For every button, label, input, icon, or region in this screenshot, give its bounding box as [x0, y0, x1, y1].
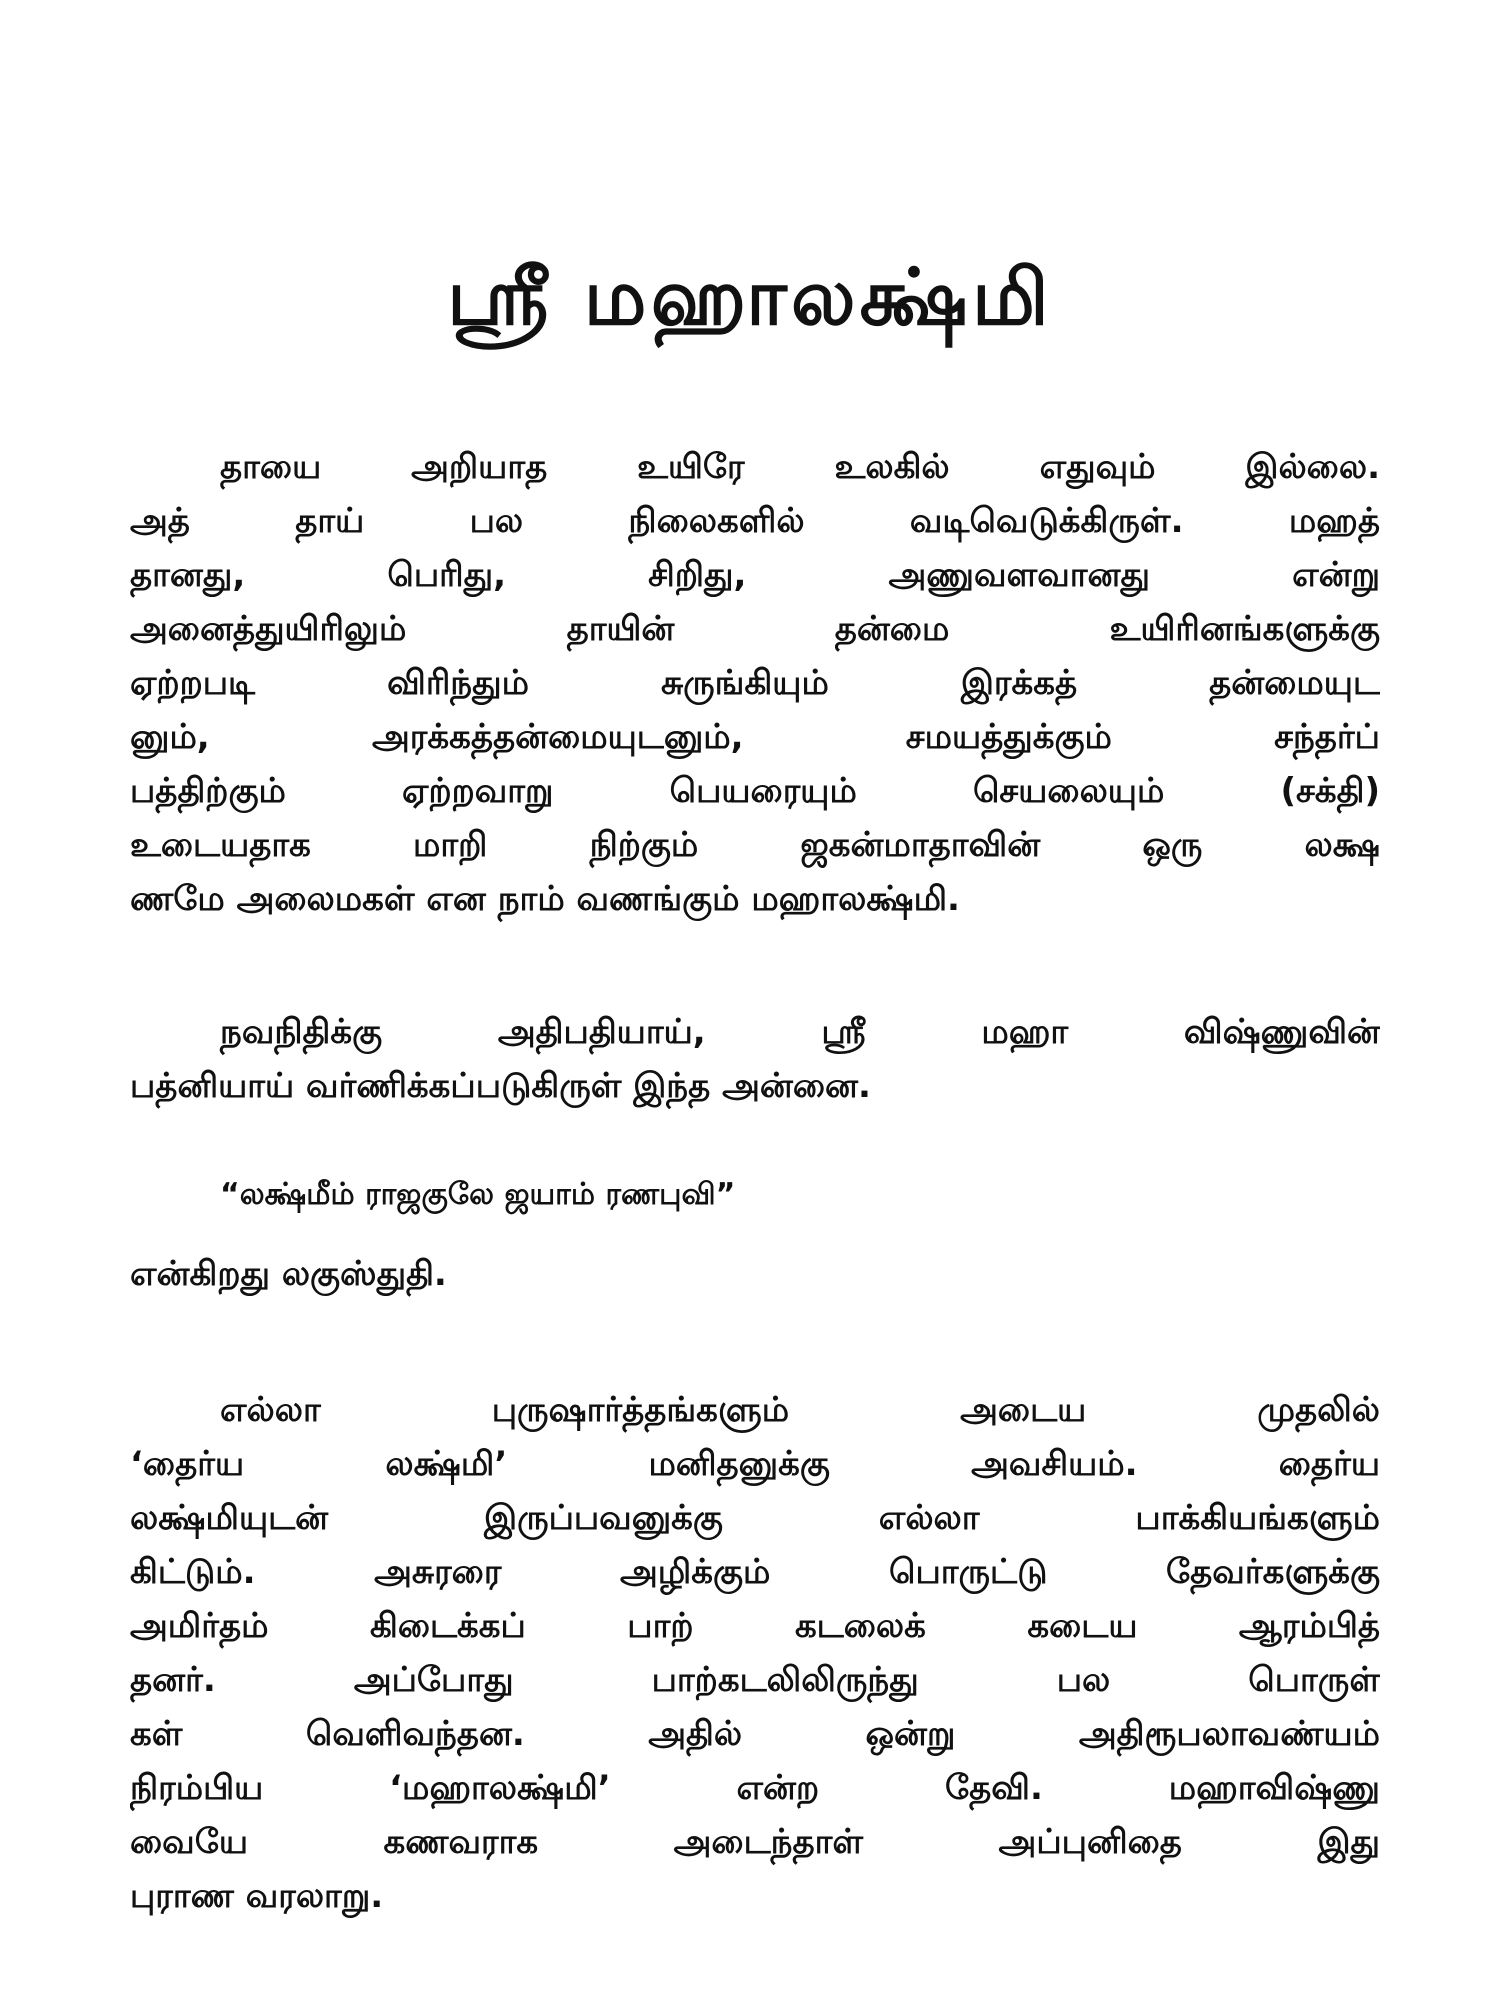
paragraph-line: கள் வெளிவந்தன. அதில் ஒன்று அதிரூபலாவண்யம்: [130, 1714, 1380, 1754]
paragraph-line: தனர். அப்போது பாற்கடலிலிருந்து பல பொருள்: [130, 1660, 1380, 1700]
quotation: [220, 1168, 1320, 1222]
paragraph-line: உடையதாக மாறி நிற்கும் ஜகன்மாதாவின் ஒரு லக்ஷ: [130, 825, 1380, 865]
paragraph-navanidhi: [130, 1005, 1380, 1113]
paragraph-line: லக்ஷ்மியுடன் இருப்பவனுக்கு எல்லா பாக்கியங்களும்: [130, 1498, 1380, 1538]
paragraph-line: நிரம்பிய ‘மஹாலக்ஷ்மி’ என்ற தேவி. மஹாவிஷ்ணு: [130, 1768, 1380, 1808]
paragraph-line: வையே கணவராக அடைந்தாள் அப்புனிதை இது: [130, 1822, 1380, 1862]
page-title: ஸ்ரீ மஹாலக்ஷ்மி: [447, 253, 1053, 343]
paragraph-line: நவநிதிக்கு அதிபதியாய், ஸ்ரீ மஹா விஷ்ணுவின்: [220, 1012, 1380, 1052]
paragraph-line: அனைத்துயிரிலும் தாயின் தன்மை உயிரினங்களுக்கு: [130, 609, 1380, 649]
paragraph-line: னும், அரக்கத்தன்மையுடனும், சமயத்துக்கும் சந்தர்ப்: [130, 717, 1380, 757]
paragraph-line: புராண வரலாறு.: [130, 1876, 384, 1916]
quotation-text: “லக்ஷ்மீம் ராஜகுலே ஜயாம் ரணபுவி”: [220, 1177, 736, 1212]
paragraph-line: பத்னியாய் வர்ணிக்கப்படுகிருள் இந்த அன்னை.: [130, 1066, 871, 1106]
quotation-source: [130, 1247, 1380, 1301]
paragraph-line: அமிர்தம் கிடைக்கப் பாற் கடலைக் கடைய ஆரம்பித்: [130, 1606, 1380, 1646]
paragraph-line: ணமே அலைமகள் என நாம் வணங்கும் மஹாலக்ஷ்மி.: [130, 879, 960, 919]
paragraph-line: அத் தாய் பல நிலைகளில் வடிவெடுக்கிருள். மஹத்: [130, 501, 1380, 541]
paragraph-story: [130, 1383, 1380, 1923]
paragraph-line: தானது, பெரிது, சிறிது, அணுவளவானது என்று: [130, 555, 1380, 595]
paragraph-line: எல்லா புருஷார்த்தங்களும் அடைய முதலில்: [220, 1390, 1380, 1430]
paragraph-intro: [130, 440, 1380, 926]
paragraph-line: என்கிறது லகுஸ்துதி.: [130, 1254, 447, 1294]
paragraph-line: பத்திற்கும் ஏற்றவாறு பெயரையும் செயலையும் (சக்தி): [130, 771, 1380, 811]
paragraph-line: தாயை அறியாத உயிரே உலகில் எதுவும் இல்லை.: [220, 447, 1380, 487]
paragraph-line: ஏற்றபடி விரிந்தும் சுருங்கியும் இரக்கத் தன்மையுட: [130, 663, 1380, 703]
paragraph-line: கிட்டும். அசுரரை அழிக்கும் பொருட்டு தேவர்களுக்கு: [130, 1552, 1380, 1592]
paragraph-line: ‘தைர்ய லக்ஷ்மி’ மனிதனுக்கு அவசியம். தைர்ய: [130, 1444, 1380, 1484]
